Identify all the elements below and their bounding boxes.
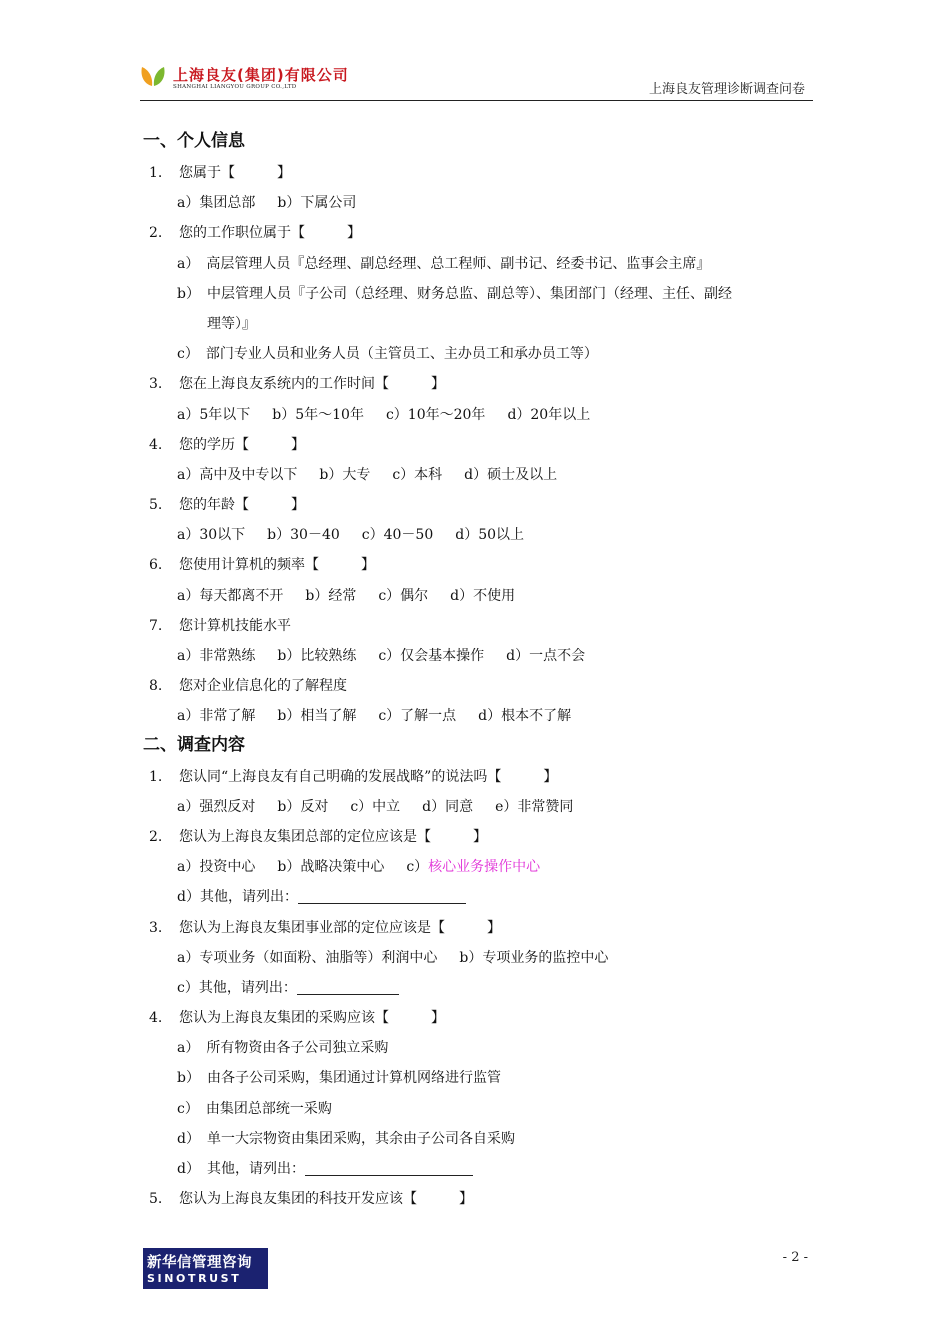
question-text: 您认同“上海良友有自己明确的发展战略”的说法吗【 】 xyxy=(179,768,558,785)
option-row xyxy=(143,852,823,882)
option[interactable]: e）非常赞同 xyxy=(495,798,574,815)
option[interactable]: d）根本不了解 xyxy=(478,708,572,725)
option[interactable]: b）专项业务的监控中心 xyxy=(459,949,609,966)
question-text: 您在上海良友系统内的工作时间【 】 xyxy=(179,376,445,393)
option[interactable]: c） 部门专业人员和业务人员（主管员工、主办员工和承办员工等） xyxy=(177,346,598,363)
option[interactable]: c） 由集团总部统一采购 xyxy=(177,1100,332,1117)
question-text: 您认为上海良友集团事业部的定位应该是【 】 xyxy=(179,919,501,936)
question xyxy=(143,550,823,580)
option-row xyxy=(143,400,823,430)
option[interactable]: d）20年以上 xyxy=(507,406,591,423)
question-text: 您对企业信息化的了解程度 xyxy=(179,678,347,695)
company-leaf-icon xyxy=(140,64,166,88)
question xyxy=(143,430,823,460)
option[interactable]: c）偶尔 xyxy=(378,587,429,604)
question-number: 1. xyxy=(149,768,163,785)
question-number: 1. xyxy=(149,165,163,181)
question xyxy=(143,1003,823,1033)
question xyxy=(143,1184,823,1214)
option-row xyxy=(143,1154,823,1184)
sinotrust-logo xyxy=(143,1248,268,1289)
question xyxy=(143,490,823,520)
option[interactable]: b） 中层管理人员『子公司（总经理、财务总监、副总等）、集团部门（经理、主任、副经 xyxy=(177,285,732,302)
option[interactable]: b）反对 xyxy=(277,798,329,815)
option-prefix[interactable]: c） xyxy=(406,859,429,876)
option-row xyxy=(143,882,823,912)
option-row xyxy=(143,520,823,550)
page-number: - 2 - xyxy=(782,1250,808,1265)
option[interactable]: a）投资中心 xyxy=(177,859,256,876)
question-number: 2. xyxy=(149,225,163,242)
option[interactable]: a）高中及中专以下 xyxy=(177,466,298,483)
option[interactable]: c）了解一点 xyxy=(378,708,457,725)
question xyxy=(143,369,823,399)
option[interactable]: a）强烈反对 xyxy=(177,798,256,815)
option[interactable]: d）50以上 xyxy=(455,527,525,544)
question-text: 您计算机技能水平 xyxy=(179,617,291,634)
question-text: 您属于【 】 xyxy=(179,165,291,181)
option[interactable]: b）大专 xyxy=(319,466,371,483)
option[interactable]: b）5年～10年 xyxy=(272,406,364,423)
question xyxy=(143,671,823,701)
question xyxy=(143,158,823,188)
option[interactable]: d）其他，请列出： xyxy=(177,889,298,906)
option[interactable]: d） 其他，请列出： xyxy=(177,1161,305,1177)
option[interactable]: b）经常 xyxy=(305,587,357,604)
option-row xyxy=(143,641,823,671)
option[interactable]: c）40－50 xyxy=(361,527,434,544)
option[interactable]: a）5年以下 xyxy=(177,406,251,423)
fill-in-blank[interactable] xyxy=(305,1160,473,1176)
option[interactable]: d） 单一大宗物资由集团采购，其余由子公司各自采购 xyxy=(177,1130,515,1147)
question-number: 5. xyxy=(149,1191,163,1208)
question-number: 7. xyxy=(149,617,163,634)
option-row xyxy=(143,792,823,822)
question-number: 4. xyxy=(149,436,163,453)
option[interactable]: a）集团总部 xyxy=(177,195,256,212)
option[interactable]: a）30以下 xyxy=(177,527,246,544)
question xyxy=(143,762,823,792)
question-text: 您的学历【 】 xyxy=(179,436,305,453)
option-row xyxy=(143,460,823,490)
option[interactable]: d）一点不会 xyxy=(506,648,586,664)
question-number: 4. xyxy=(149,1010,163,1027)
option-row xyxy=(143,581,823,611)
section-title-survey: 二、调查内容 xyxy=(143,734,245,755)
option[interactable]: a）非常熟练 xyxy=(177,648,256,664)
option-row xyxy=(143,188,823,218)
option[interactable]: d）硕士及以上 xyxy=(464,466,558,483)
document-title: 上海良友管理诊断调查问卷 xyxy=(648,82,805,97)
question-number: 2. xyxy=(149,828,163,845)
option[interactable]: b）30－40 xyxy=(267,527,340,544)
question-text: 您认为上海良友集团的科技开发应该【 】 xyxy=(179,1191,473,1208)
option[interactable]: b）比较熟练 xyxy=(277,648,357,664)
question-number: 3. xyxy=(149,919,163,936)
option[interactable]: c）中立 xyxy=(350,798,401,815)
company-name-en: SHANGHAI LIANGYOU GROUP CO.,LTD xyxy=(173,84,297,90)
option[interactable]: b） 由各子公司采购，集团通过计算机网络进行监管 xyxy=(177,1070,501,1087)
option[interactable]: b）战略决策中心 xyxy=(277,859,385,876)
option[interactable]: c）其他，请列出： xyxy=(177,979,297,996)
option[interactable]: c）10年～20年 xyxy=(385,406,486,423)
question-number: 8. xyxy=(149,678,163,695)
company-name-cn: 上海良友(集团)有限公司 xyxy=(173,66,349,84)
option[interactable]: a） 高层管理人员『总经理、副总经理、总工程师、副书记、经委书记、监事会主席』 xyxy=(177,255,711,272)
option[interactable]: a）每天都离不开 xyxy=(177,587,284,604)
question-text: 您认为上海良友集团的采购应该【 】 xyxy=(179,1010,445,1027)
logo-text-cn: 新华信管理咨询 xyxy=(147,1255,252,1271)
option-row xyxy=(143,973,823,1003)
option-row xyxy=(143,701,823,731)
fill-in-blank[interactable] xyxy=(297,979,399,995)
option[interactable]: c）本科 xyxy=(392,466,443,483)
questionnaire-body xyxy=(143,128,823,1214)
option[interactable]: c）仅会基本操作 xyxy=(378,648,485,664)
option[interactable]: a） 所有物资由各子公司独立采购 xyxy=(177,1040,389,1057)
question xyxy=(143,822,823,852)
question xyxy=(143,218,823,248)
option[interactable]: d）同意 xyxy=(422,798,474,815)
option[interactable]: b）下属公司 xyxy=(277,195,357,212)
question-number: 6. xyxy=(149,557,163,574)
logo-text-en: SINOTRUST xyxy=(147,1272,242,1285)
question-text: 您认为上海良友集团总部的定位应该是【 】 xyxy=(179,828,487,845)
section-title-personal: 一、个人信息 xyxy=(143,131,245,151)
option-continuation: 理等）』 xyxy=(207,315,256,332)
fill-in-blank[interactable] xyxy=(298,888,466,904)
option-highlighted[interactable]: 核心业务操作中心 xyxy=(428,859,541,876)
question-number: 5. xyxy=(149,497,163,514)
question-text: 您使用计算机的频率【 】 xyxy=(179,557,375,574)
question xyxy=(143,611,823,641)
question xyxy=(143,913,823,943)
option[interactable]: b）相当了解 xyxy=(277,708,357,725)
question-text: 您的工作职位属于【 】 xyxy=(179,225,361,242)
question-text: 您的年龄【 】 xyxy=(179,497,305,514)
option-row xyxy=(143,943,823,973)
option[interactable]: d）不使用 xyxy=(450,587,516,604)
page-header xyxy=(140,58,813,101)
option[interactable]: a）专项业务（如面粉、油脂等）利润中心 xyxy=(177,949,438,966)
question-number: 3. xyxy=(149,376,163,393)
option[interactable]: a）非常了解 xyxy=(177,708,256,725)
